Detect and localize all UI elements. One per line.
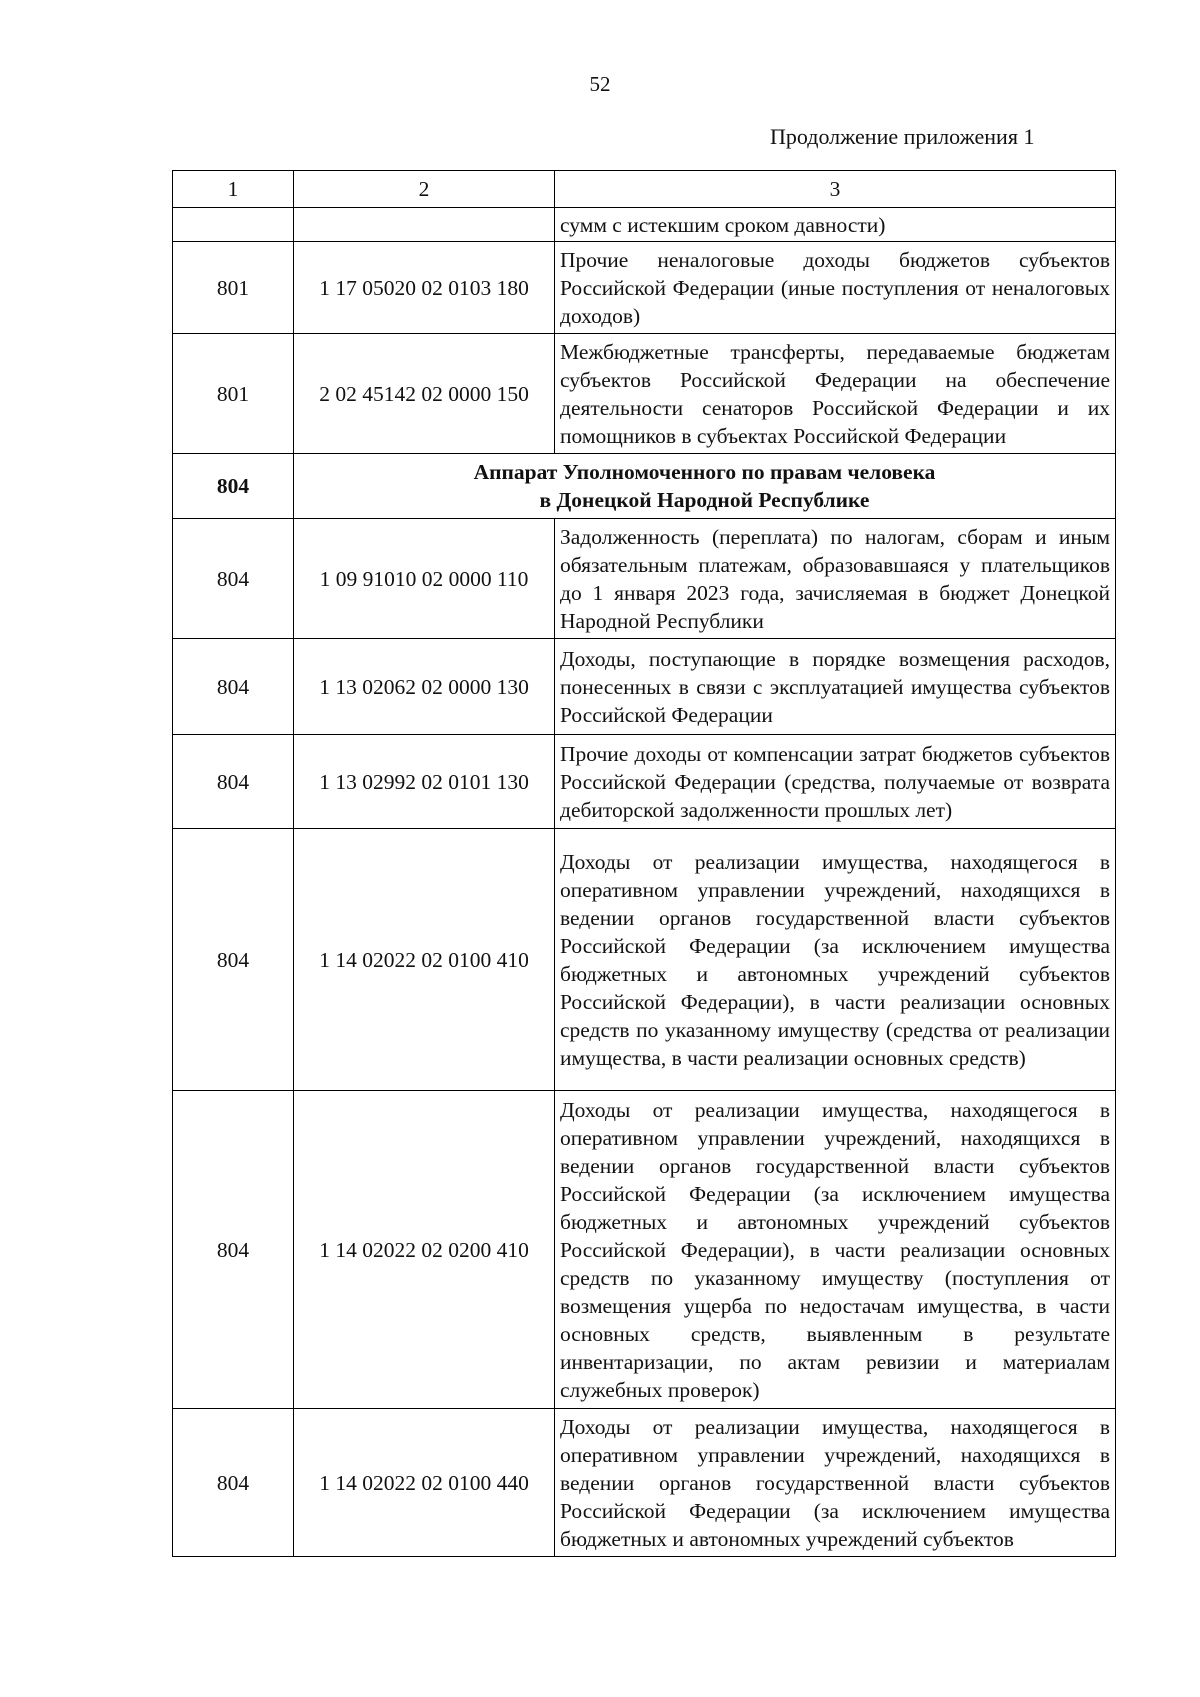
- table-header-row: [173, 171, 1116, 208]
- admin-code-cell: 804: [173, 829, 294, 1091]
- table-body: [173, 171, 1116, 1557]
- section-admin-code: 804: [173, 454, 294, 519]
- description-cell: Прочие неналоговые доходы бюджетов субъектов Российской Федерации (иные поступления от неналоговых доходов): [555, 242, 1116, 334]
- table-row: [173, 334, 1116, 454]
- continuation-code-cell: [294, 208, 555, 242]
- description-cell: Межбюджетные трансферты, передаваемые бюджетам субъектов Российской Федерации на обеспечение деятельности сенаторов Российской Федерации и их помощников в субъектах Российской Федерации: [555, 334, 1116, 454]
- continuation-row: [173, 208, 1116, 242]
- section-title-line-2: в Донецкой Народной Республике: [539, 488, 870, 512]
- table-row: [173, 242, 1116, 334]
- table-row: [173, 1091, 1116, 1409]
- header-col-2: 2: [294, 171, 555, 208]
- budget-code-cell: 1 14 02022 02 0100 410: [294, 829, 555, 1091]
- budget-code-cell: 1 13 02062 02 0000 130: [294, 639, 555, 735]
- section-header-row: [173, 454, 1116, 519]
- budget-code-cell: 2 02 45142 02 0000 150: [294, 334, 555, 454]
- description-cell: Задолженность (переплата) по налогам, сборам и иным обязательным платежам, образовавшаяся у плательщиков до 1 января 2023 года, зачисляемая в бюджет Донецкой Народной Республики: [555, 519, 1116, 639]
- description-cell: Доходы, поступающие в порядке возмещения расходов, понесенных в связи с эксплуатацией имущества субъектов Российской Федерации: [555, 639, 1116, 735]
- admin-code-cell: 804: [173, 519, 294, 639]
- admin-code-cell: 804: [173, 639, 294, 735]
- appendix-continuation-note: Продолжение приложения 1: [770, 124, 1035, 149]
- budget-code-cell: 1 09 91010 02 0000 110: [294, 519, 555, 639]
- table-row: [173, 829, 1116, 1091]
- admin-code-cell: 804: [173, 1091, 294, 1409]
- page-number: 52: [589, 72, 611, 96]
- admin-code-cell: 804: [173, 735, 294, 829]
- admin-code-cell: 804: [173, 1409, 294, 1557]
- continuation-text-cell: сумм с истекшим сроком давности): [555, 208, 1116, 242]
- header-col-1: 1: [173, 171, 294, 208]
- section-title: [294, 454, 1116, 519]
- table-row: [173, 639, 1116, 735]
- description-cell: Доходы от реализации имущества, находящегося в оперативном управлении учреждений, находящихся в ведении органов государственной власти субъектов Российской Федерации (за исключением имущества бюджетных и автономных учреждений субъектов Российской Федерации), в части реализации основных средств по указанному имуществу (средства от реализации имущества, в части реализации основных средств): [555, 829, 1116, 1091]
- header-col-3: 3: [555, 171, 1116, 208]
- budget-code-cell: 1 14 02022 02 0100 440: [294, 1409, 555, 1557]
- revenue-classification-table: [172, 170, 1116, 1557]
- section-title-line-1: Аппарат Уполномоченного по правам человека: [473, 460, 936, 484]
- description-cell: Доходы от реализации имущества, находящегося в оперативном управлении учреждений, находящихся в ведении органов государственной власти субъектов Российской Федерации (за исключением имущества бюджетных и автономных учреждений субъектов Российской Федерации), в части реализации основных средств по указанному имуществу (поступления от возмещения ущерба по недостачам имущества, в части основных средств, выявленным в результате инвентаризации, по актам ревизии и материалам служебных проверок): [555, 1091, 1116, 1409]
- continuation-admin-cell: [173, 208, 294, 242]
- budget-code-cell: 1 17 05020 02 0103 180: [294, 242, 555, 334]
- description-cell: Прочие доходы от компенсации затрат бюджетов субъектов Российской Федерации (средства, получаемые от возврата дебиторской задолженности прошлых лет): [555, 735, 1116, 829]
- table-row: [173, 1409, 1116, 1557]
- admin-code-cell: 801: [173, 242, 294, 334]
- table-row: [173, 519, 1116, 639]
- description-cell: Доходы от реализации имущества, находящегося в оперативном управлении учреждений, находящихся в ведении органов государственной власти субъектов Российской Федерации (за исключением имущества бюджетных и автономных учреждений субъектов: [555, 1409, 1116, 1557]
- admin-code-cell: 801: [173, 334, 294, 454]
- budget-code-cell: 1 14 02022 02 0200 410: [294, 1091, 555, 1409]
- budget-code-cell: 1 13 02992 02 0101 130: [294, 735, 555, 829]
- table-row: [173, 735, 1116, 829]
